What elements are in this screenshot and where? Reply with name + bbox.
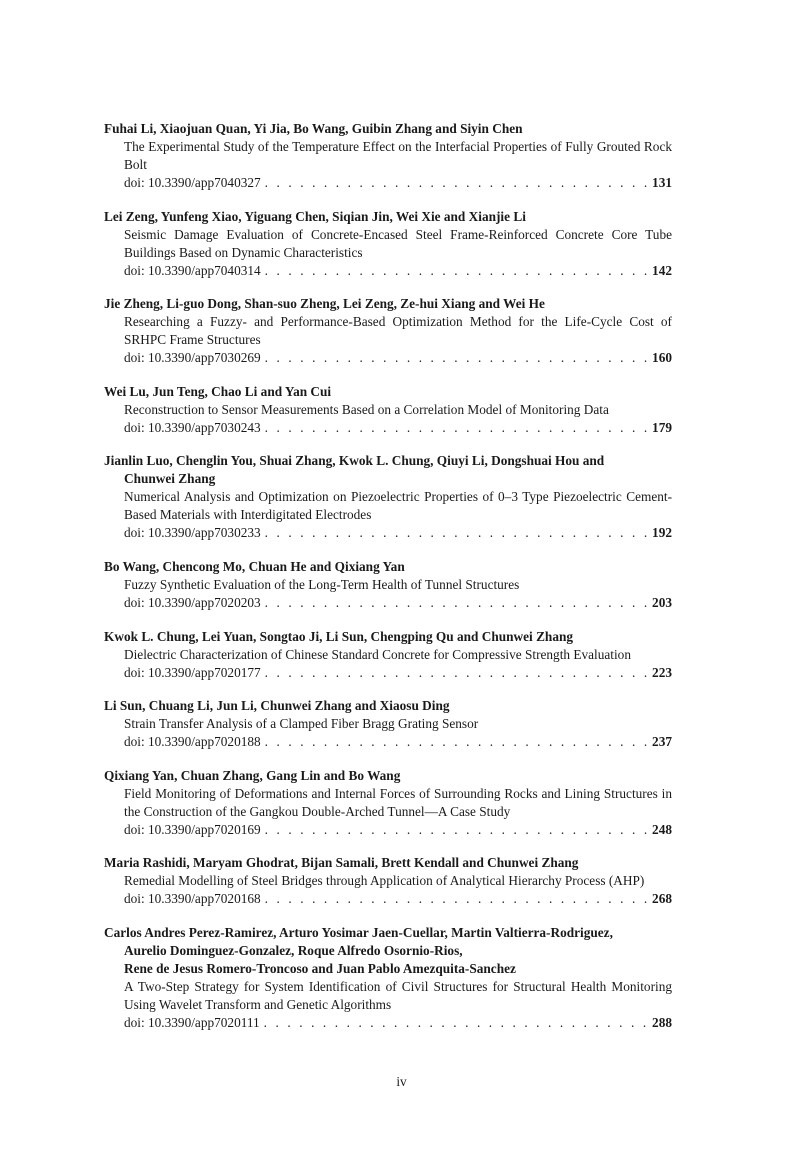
author-line: Wei Lu, Jun Teng, Chao Li and Yan Cui xyxy=(104,383,332,399)
entry-title: Seismic Damage Evaluation of Concrete-Encased Steel Frame-Reinforced Concrete Core Tube Buildings Based on Dynamic Characteristics xyxy=(124,226,672,260)
entry-authors xyxy=(104,854,672,872)
author-line: Aurelio Dominguez-Gonzalez, Roque Alfredo Osornio-Rios, xyxy=(124,942,463,958)
author-line: Chunwei Zhang xyxy=(124,471,216,487)
entry-title: Field Monitoring of Deformations and Internal Forces of Surrounding Rocks and Lining Structures in the Construction of the Gangkou Double-Arched Tunnel—A Case Study xyxy=(124,785,672,819)
dot-leader xyxy=(265,890,648,908)
doi-line xyxy=(124,174,672,192)
entry-title: Fuzzy Synthetic Evaluation of the Long-Term Health of Tunnel Structures xyxy=(124,576,520,592)
entry-page-number[interactable]: 179 xyxy=(652,419,672,435)
toc-entry xyxy=(104,208,672,280)
author-line: Carlos Andres Perez-Ramirez, Arturo Yosimar Jaen-Cuellar, Martin Valtierra-Rodriguez, xyxy=(104,924,613,940)
entry-doi[interactable]: doi: 10.3390/app7020203 xyxy=(124,594,261,610)
entry-page-number[interactable]: 288 xyxy=(652,1014,672,1030)
entry-doi[interactable]: doi: 10.3390/app7030243 xyxy=(124,419,261,435)
dot-leader xyxy=(265,821,648,839)
entry-authors xyxy=(104,295,672,313)
dot-leader xyxy=(265,594,648,612)
entry-doi[interactable]: doi: 10.3390/app7020169 xyxy=(124,821,261,837)
author-line: Fuhai Li, Xiaojuan Quan, Yi Jia, Bo Wang, Guibin Zhang and Siyin Chen xyxy=(104,121,523,136)
page-number: iv xyxy=(396,1074,407,1089)
dot-leader xyxy=(265,524,648,542)
entry-page-number[interactable]: 142 xyxy=(652,262,672,278)
entry-page-number[interactable]: 131 xyxy=(652,175,672,190)
author-line: Bo Wang, Chencong Mo, Chuan He and Qixiang Yan xyxy=(104,558,405,574)
entry-authors xyxy=(104,208,672,226)
doi-line xyxy=(124,594,672,612)
entry-authors xyxy=(104,628,672,646)
toc-entry xyxy=(104,628,672,682)
entry-title: Numerical Analysis and Optimization on Piezoelectric Properties of 0–3 Type Piezoelectric Cement-Based Materials with Interdigitated Electrodes xyxy=(124,489,672,523)
doi-line xyxy=(124,890,672,908)
entry-doi[interactable]: doi: 10.3390/app7020168 xyxy=(124,891,261,907)
entry-page-number[interactable]: 223 xyxy=(652,664,672,680)
entry-title: The Experimental Study of the Temperature Effect on the Interfacial Properties of Fully Grouted Rock Bolt xyxy=(124,139,672,172)
toc-entry xyxy=(104,854,672,908)
entry-authors xyxy=(104,697,672,715)
dot-leader xyxy=(265,419,648,437)
doi-line xyxy=(124,1014,672,1032)
doi-line xyxy=(124,524,672,542)
doi-line xyxy=(124,733,672,751)
doi-line xyxy=(124,821,672,839)
entry-authors xyxy=(104,452,672,488)
entry-doi[interactable]: doi: 10.3390/app7030269 xyxy=(124,350,261,366)
dot-leader xyxy=(264,1014,648,1032)
entry-title: Strain Transfer Analysis of a Clamped Fiber Bragg Grating Sensor xyxy=(124,716,479,732)
author-line: Qixiang Yan, Chuan Zhang, Gang Lin and Bo Wang xyxy=(104,767,401,783)
author-line: Rene de Jesus Romero-Troncoso and Juan Pablo Amezquita-Sanchez xyxy=(124,960,516,976)
entry-page-number[interactable]: 237 xyxy=(652,734,672,750)
entry-authors xyxy=(104,767,672,785)
entry-page-number[interactable]: 268 xyxy=(652,891,672,907)
doi-line xyxy=(124,349,672,367)
entry-doi[interactable]: doi: 10.3390/app7030233 xyxy=(124,525,261,541)
entry-authors xyxy=(104,924,672,978)
doi-line xyxy=(124,664,672,682)
author-line: Jianlin Luo, Chenglin You, Shuai Zhang, Kwok L. Chung, Qiuyi Li, Dongshuai Hou and xyxy=(104,453,605,469)
entry-title: Dielectric Characterization of Chinese Standard Concrete for Compressive Strength Evaluation xyxy=(124,646,631,662)
author-line: Lei Zeng, Yunfeng Xiao, Yiguang Chen, Siqian Jin, Wei Xie and Xianjie Li xyxy=(104,208,526,224)
toc-entry xyxy=(104,452,672,542)
toc-entry xyxy=(104,767,672,839)
toc-entry xyxy=(104,383,672,437)
entry-doi[interactable]: doi: 10.3390/app7020188 xyxy=(124,734,261,750)
entry-page-number[interactable]: 192 xyxy=(652,525,672,541)
author-line: Li Sun, Chuang Li, Jun Li, Chunwei Zhang and Xiaosu Ding xyxy=(104,698,450,714)
entry-page-number[interactable]: 160 xyxy=(652,350,672,366)
entry-page-number[interactable]: 248 xyxy=(652,821,672,837)
entry-title: Reconstruction to Sensor Measurements Based on a Correlation Model of Monitoring Data xyxy=(124,401,609,417)
table-of-contents xyxy=(104,120,672,1048)
entry-doi[interactable]: doi: 10.3390/app7020177 xyxy=(124,664,261,680)
entry-title: Remedial Modelling of Steel Bridges through Application of Analytical Hierarchy Process (AHP) xyxy=(124,873,645,889)
author-line: Kwok L. Chung, Lei Yuan, Songtao Ji, Li Sun, Chengping Qu and Chunwei Zhang xyxy=(104,628,574,644)
toc-entry xyxy=(104,120,672,192)
author-line: Jie Zheng, Li-guo Dong, Shan-suo Zheng, Lei Zeng, Ze-hui Xiang and Wei He xyxy=(104,296,545,312)
entry-doi[interactable]: doi: 10.3390/app7040314 xyxy=(124,262,261,278)
dot-leader xyxy=(265,664,648,682)
dot-leader xyxy=(265,174,648,192)
toc-entry xyxy=(104,295,672,367)
toc-entry xyxy=(104,924,672,1032)
dot-leader xyxy=(265,262,648,280)
entry-title: A Two-Step Strategy for System Identification of Civil Structures for Structural Health Monitoring Using Wavelet Transform and Genetic Algorithms xyxy=(124,978,672,1012)
entry-doi[interactable]: doi: 10.3390/app7020111 xyxy=(124,1014,260,1030)
entry-authors xyxy=(104,383,672,401)
toc-entry xyxy=(104,558,672,612)
toc-entry xyxy=(104,697,672,751)
doi-line xyxy=(124,262,672,280)
entry-title: Researching a Fuzzy- and Performance-Based Optimization Method for the Life-Cycle Cost of SRHPC Frame Structures xyxy=(124,314,672,348)
author-line: Maria Rashidi, Maryam Ghodrat, Bijan Samali, Brett Kendall and Chunwei Zhang xyxy=(104,855,579,871)
entry-authors xyxy=(104,558,672,576)
entry-page-number[interactable]: 203 xyxy=(652,594,672,610)
doi-line xyxy=(124,419,672,437)
entry-doi[interactable]: doi: 10.3390/app7040327 xyxy=(124,175,261,190)
dot-leader xyxy=(265,349,648,367)
entry-authors xyxy=(104,120,672,138)
dot-leader xyxy=(265,733,648,751)
